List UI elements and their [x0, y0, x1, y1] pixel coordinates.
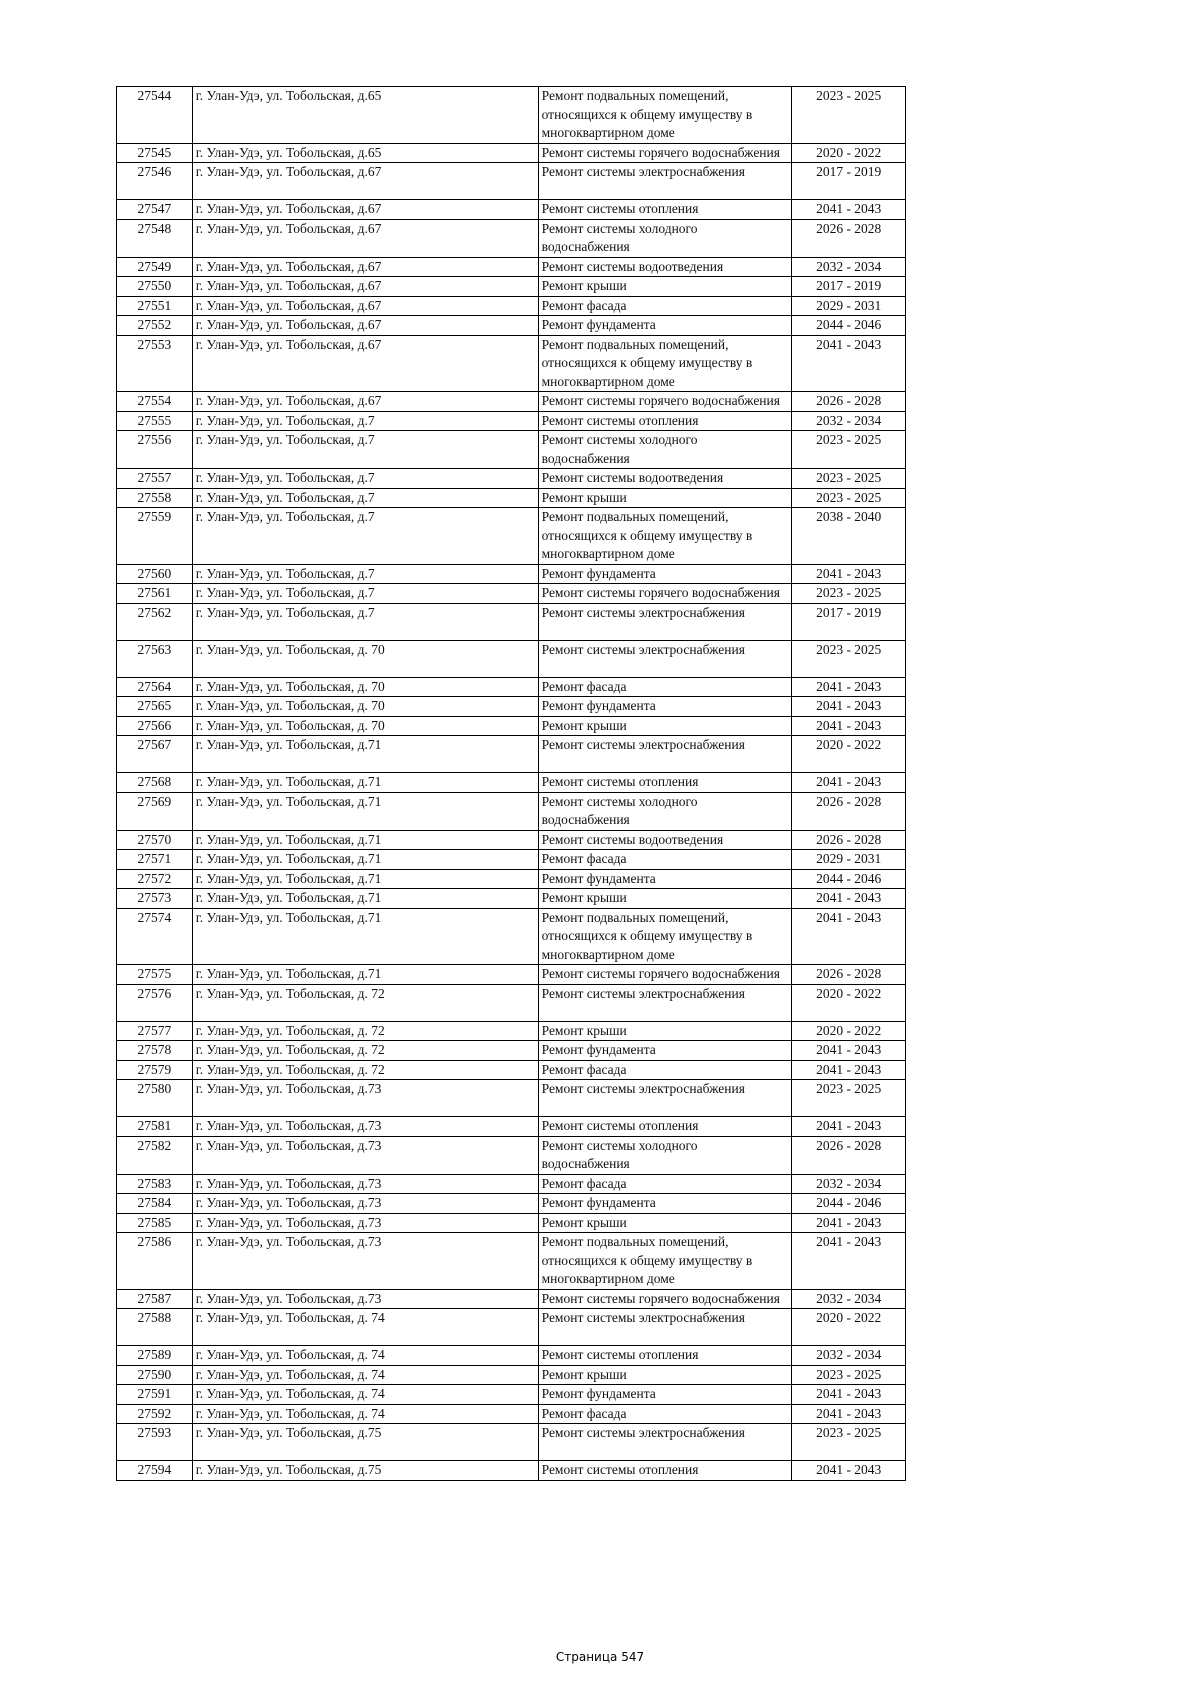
table-row	[117, 143, 906, 163]
table-row	[117, 697, 906, 717]
table-row	[117, 1021, 906, 1041]
row-number: 27560	[117, 564, 193, 584]
row-period: 2041 - 2043	[792, 889, 906, 909]
row-work-type: Ремонт системы водоотведения	[538, 469, 792, 489]
row-number: 27575	[117, 965, 193, 985]
row-address: г. Улан-Удэ, ул. Тобольская, д. 70	[192, 640, 538, 677]
row-number: 27559	[117, 508, 193, 565]
row-address: г. Улан-Удэ, ул. Тобольская, д.7	[192, 603, 538, 640]
table-row	[117, 1194, 906, 1214]
table-row	[117, 1346, 906, 1366]
row-period: 2041 - 2043	[792, 1233, 906, 1290]
row-address: г. Улан-Удэ, ул. Тобольская, д.67	[192, 335, 538, 392]
table-body	[117, 87, 906, 1481]
row-number: 27581	[117, 1117, 193, 1137]
row-work-type: Ремонт фасада	[538, 1060, 792, 1080]
row-work-type: Ремонт системы электроснабжения	[538, 1424, 792, 1461]
row-period: 2017 - 2019	[792, 277, 906, 297]
row-work-type: Ремонт фундамента	[538, 697, 792, 717]
row-address: г. Улан-Удэ, ул. Тобольская, д.67	[192, 316, 538, 336]
table-row	[117, 1213, 906, 1233]
row-work-type: Ремонт системы электроснабжения	[538, 1309, 792, 1346]
row-number: 27592	[117, 1404, 193, 1424]
table-row	[117, 1289, 906, 1309]
row-address: г. Улан-Удэ, ул. Тобольская, д.7	[192, 488, 538, 508]
row-period: 2044 - 2046	[792, 316, 906, 336]
row-work-type: Ремонт системы водоотведения	[538, 257, 792, 277]
row-period: 2026 - 2028	[792, 392, 906, 412]
row-address: г. Улан-Удэ, ул. Тобольская, д.65	[192, 143, 538, 163]
row-number: 27577	[117, 1021, 193, 1041]
row-period: 2023 - 2025	[792, 431, 906, 469]
row-period: 2023 - 2025	[792, 87, 906, 144]
row-address: г. Улан-Удэ, ул. Тобольская, д. 70	[192, 697, 538, 717]
row-address: г. Улан-Удэ, ул. Тобольская, д.71	[192, 830, 538, 850]
row-work-type: Ремонт крыши	[538, 889, 792, 909]
row-address: г. Улан-Удэ, ул. Тобольская, д.67	[192, 219, 538, 257]
row-number: 27594	[117, 1461, 193, 1481]
row-address: г. Улан-Удэ, ул. Тобольская, д.73	[192, 1194, 538, 1214]
table-row	[117, 1461, 906, 1481]
table-row	[117, 1365, 906, 1385]
row-address: г. Улан-Удэ, ул. Тобольская, д.7	[192, 508, 538, 565]
table-row	[117, 1309, 906, 1346]
row-period: 2041 - 2043	[792, 200, 906, 220]
row-work-type: Ремонт системы отопления	[538, 200, 792, 220]
row-period: 2023 - 2025	[792, 1080, 906, 1117]
row-period: 2041 - 2043	[792, 716, 906, 736]
row-number: 27547	[117, 200, 193, 220]
row-period: 2041 - 2043	[792, 1385, 906, 1405]
row-work-type: Ремонт фасада	[538, 1404, 792, 1424]
row-period: 2044 - 2046	[792, 869, 906, 889]
row-period: 2026 - 2028	[792, 219, 906, 257]
row-address: г. Улан-Удэ, ул. Тобольская, д. 74	[192, 1385, 538, 1405]
row-period: 2032 - 2034	[792, 411, 906, 431]
row-work-type: Ремонт системы холодного водоснабжения	[538, 792, 792, 830]
row-number: 27580	[117, 1080, 193, 1117]
row-period: 2023 - 2025	[792, 1424, 906, 1461]
row-address: г. Улан-Удэ, ул. Тобольская, д.67	[192, 296, 538, 316]
row-work-type: Ремонт системы горячего водоснабжения	[538, 392, 792, 412]
row-number: 27550	[117, 277, 193, 297]
row-period: 2023 - 2025	[792, 584, 906, 604]
row-work-type: Ремонт системы электроснабжения	[538, 736, 792, 773]
row-number: 27565	[117, 697, 193, 717]
table-row	[117, 792, 906, 830]
row-work-type: Ремонт подвальных помещений, относящихся к общему имуществу в многоквартирном доме	[538, 908, 792, 965]
row-number: 27593	[117, 1424, 193, 1461]
row-period: 2041 - 2043	[792, 1041, 906, 1061]
table-row	[117, 411, 906, 431]
row-address: г. Улан-Удэ, ул. Тобольская, д.67	[192, 200, 538, 220]
row-work-type: Ремонт крыши	[538, 716, 792, 736]
row-work-type: Ремонт системы электроснабжения	[538, 163, 792, 200]
row-address: г. Улан-Удэ, ул. Тобольская, д.73	[192, 1174, 538, 1194]
table-row	[117, 773, 906, 793]
table-row	[117, 488, 906, 508]
table-row	[117, 508, 906, 565]
row-period: 2041 - 2043	[792, 1461, 906, 1481]
row-work-type: Ремонт системы отопления	[538, 411, 792, 431]
row-work-type: Ремонт фундамента	[538, 869, 792, 889]
row-work-type: Ремонт системы отопления	[538, 1461, 792, 1481]
table-row	[117, 316, 906, 336]
table-row	[117, 219, 906, 257]
row-number: 27561	[117, 584, 193, 604]
table-row	[117, 564, 906, 584]
table-row	[117, 1404, 906, 1424]
table-row	[117, 1041, 906, 1061]
table-row	[117, 1233, 906, 1290]
row-address: г. Улан-Удэ, ул. Тобольская, д. 72	[192, 984, 538, 1021]
row-address: г. Улан-Удэ, ул. Тобольская, д.7	[192, 564, 538, 584]
row-period: 2029 - 2031	[792, 850, 906, 870]
repair-schedule-table	[116, 86, 906, 1481]
table-row	[117, 277, 906, 297]
row-work-type: Ремонт системы холодного водоснабжения	[538, 219, 792, 257]
table-row	[117, 830, 906, 850]
row-period: 2041 - 2043	[792, 564, 906, 584]
table-row	[117, 200, 906, 220]
row-period: 2023 - 2025	[792, 469, 906, 489]
row-address: г. Улан-Удэ, ул. Тобольская, д. 72	[192, 1041, 538, 1061]
row-address: г. Улан-Удэ, ул. Тобольская, д. 70	[192, 677, 538, 697]
row-number: 27564	[117, 677, 193, 697]
row-work-type: Ремонт системы электроснабжения	[538, 1080, 792, 1117]
row-number: 27567	[117, 736, 193, 773]
row-number: 27546	[117, 163, 193, 200]
row-number: 27563	[117, 640, 193, 677]
row-period: 2032 - 2034	[792, 257, 906, 277]
row-work-type: Ремонт фундамента	[538, 316, 792, 336]
row-address: г. Улан-Удэ, ул. Тобольская, д.73	[192, 1213, 538, 1233]
row-address: г. Улан-Удэ, ул. Тобольская, д.71	[192, 736, 538, 773]
row-work-type: Ремонт подвальных помещений, относящихся к общему имуществу в многоквартирном доме	[538, 87, 792, 144]
table-row	[117, 469, 906, 489]
row-number: 27574	[117, 908, 193, 965]
row-address: г. Улан-Удэ, ул. Тобольская, д. 74	[192, 1404, 538, 1424]
row-address: г. Улан-Удэ, ул. Тобольская, д.67	[192, 392, 538, 412]
row-number: 27554	[117, 392, 193, 412]
row-work-type: Ремонт подвальных помещений, относящихся к общему имуществу в многоквартирном доме	[538, 1233, 792, 1290]
row-period: 2020 - 2022	[792, 1309, 906, 1346]
row-number: 27588	[117, 1309, 193, 1346]
row-work-type: Ремонт системы отопления	[538, 1117, 792, 1137]
row-address: г. Улан-Удэ, ул. Тобольская, д.71	[192, 850, 538, 870]
row-number: 27553	[117, 335, 193, 392]
row-address: г. Улан-Удэ, ул. Тобольская, д.71	[192, 908, 538, 965]
row-work-type: Ремонт фасада	[538, 677, 792, 697]
row-work-type: Ремонт системы холодного водоснабжения	[538, 1136, 792, 1174]
row-number: 27582	[117, 1136, 193, 1174]
row-work-type: Ремонт крыши	[538, 1365, 792, 1385]
row-address: г. Улан-Удэ, ул. Тобольская, д.7	[192, 411, 538, 431]
table-row	[117, 1080, 906, 1117]
row-period: 2041 - 2043	[792, 335, 906, 392]
row-period: 2020 - 2022	[792, 1021, 906, 1041]
row-number: 27558	[117, 488, 193, 508]
row-number: 27568	[117, 773, 193, 793]
table-row	[117, 716, 906, 736]
row-work-type: Ремонт фундамента	[538, 1041, 792, 1061]
row-work-type: Ремонт системы отопления	[538, 1346, 792, 1366]
row-work-type: Ремонт системы холодного водоснабжения	[538, 431, 792, 469]
row-period: 2041 - 2043	[792, 1060, 906, 1080]
row-period: 2032 - 2034	[792, 1289, 906, 1309]
row-period: 2032 - 2034	[792, 1174, 906, 1194]
row-period: 2020 - 2022	[792, 143, 906, 163]
row-number: 27549	[117, 257, 193, 277]
row-work-type: Ремонт крыши	[538, 1213, 792, 1233]
row-work-type: Ремонт системы электроснабжения	[538, 603, 792, 640]
row-number: 27566	[117, 716, 193, 736]
row-number: 27579	[117, 1060, 193, 1080]
table-row	[117, 163, 906, 200]
row-number: 27584	[117, 1194, 193, 1214]
row-period: 2020 - 2022	[792, 984, 906, 1021]
row-period: 2026 - 2028	[792, 1136, 906, 1174]
table-row	[117, 431, 906, 469]
row-work-type: Ремонт крыши	[538, 277, 792, 297]
row-work-type: Ремонт крыши	[538, 1021, 792, 1041]
row-number: 27578	[117, 1041, 193, 1061]
row-address: г. Улан-Удэ, ул. Тобольская, д.7	[192, 584, 538, 604]
row-address: г. Улан-Удэ, ул. Тобольская, д. 72	[192, 1060, 538, 1080]
table-row	[117, 908, 906, 965]
row-work-type: Ремонт фундамента	[538, 564, 792, 584]
row-address: г. Улан-Удэ, ул. Тобольская, д.65	[192, 87, 538, 144]
table-row	[117, 296, 906, 316]
row-period: 2026 - 2028	[792, 965, 906, 985]
row-address: г. Улан-Удэ, ул. Тобольская, д. 74	[192, 1365, 538, 1385]
row-work-type: Ремонт подвальных помещений, относящихся к общему имуществу в многоквартирном доме	[538, 335, 792, 392]
row-number: 27548	[117, 219, 193, 257]
table-row	[117, 1174, 906, 1194]
row-period: 2029 - 2031	[792, 296, 906, 316]
row-period: 2032 - 2034	[792, 1346, 906, 1366]
row-number: 27545	[117, 143, 193, 163]
row-address: г. Улан-Удэ, ул. Тобольская, д.73	[192, 1117, 538, 1137]
row-number: 27570	[117, 830, 193, 850]
table-row	[117, 1060, 906, 1080]
row-period: 2044 - 2046	[792, 1194, 906, 1214]
row-work-type: Ремонт фасада	[538, 296, 792, 316]
row-period: 2020 - 2022	[792, 736, 906, 773]
row-period: 2017 - 2019	[792, 163, 906, 200]
table-row	[117, 850, 906, 870]
row-number: 27557	[117, 469, 193, 489]
row-work-type: Ремонт крыши	[538, 488, 792, 508]
row-work-type: Ремонт фундамента	[538, 1385, 792, 1405]
row-address: г. Улан-Удэ, ул. Тобольская, д.67	[192, 277, 538, 297]
row-period: 2041 - 2043	[792, 1213, 906, 1233]
page-number: Страница 547	[555, 1650, 645, 1664]
table-row	[117, 736, 906, 773]
row-number: 27576	[117, 984, 193, 1021]
row-number: 27587	[117, 1289, 193, 1309]
row-number: 27571	[117, 850, 193, 870]
row-address: г. Улан-Удэ, ул. Тобольская, д.75	[192, 1424, 538, 1461]
row-work-type: Ремонт фундамента	[538, 1194, 792, 1214]
table-row	[117, 87, 906, 144]
row-address: г. Улан-Удэ, ул. Тобольская, д.73	[192, 1080, 538, 1117]
row-number: 27562	[117, 603, 193, 640]
row-number: 27573	[117, 889, 193, 909]
table-row	[117, 965, 906, 985]
row-address: г. Улан-Удэ, ул. Тобольская, д.71	[192, 792, 538, 830]
row-period: 2017 - 2019	[792, 603, 906, 640]
table-row	[117, 1136, 906, 1174]
table-row	[117, 603, 906, 640]
row-address: г. Улан-Удэ, ул. Тобольская, д.71	[192, 773, 538, 793]
row-period: 2041 - 2043	[792, 773, 906, 793]
row-period: 2041 - 2043	[792, 1404, 906, 1424]
row-period: 2026 - 2028	[792, 792, 906, 830]
row-period: 2041 - 2043	[792, 1117, 906, 1137]
row-number: 27569	[117, 792, 193, 830]
row-address: г. Улан-Удэ, ул. Тобольская, д.67	[192, 257, 538, 277]
row-address: г. Улан-Удэ, ул. Тобольская, д.71	[192, 889, 538, 909]
row-number: 27551	[117, 296, 193, 316]
row-address: г. Улан-Удэ, ул. Тобольская, д. 70	[192, 716, 538, 736]
row-number: 27552	[117, 316, 193, 336]
row-number: 27586	[117, 1233, 193, 1290]
row-work-type: Ремонт системы горячего водоснабжения	[538, 965, 792, 985]
row-number: 27544	[117, 87, 193, 144]
row-period: 2023 - 2025	[792, 640, 906, 677]
row-work-type: Ремонт системы горячего водоснабжения	[538, 584, 792, 604]
row-work-type: Ремонт фасада	[538, 1174, 792, 1194]
row-address: г. Улан-Удэ, ул. Тобольская, д.75	[192, 1461, 538, 1481]
row-period: 2041 - 2043	[792, 697, 906, 717]
row-address: г. Улан-Удэ, ул. Тобольская, д.67	[192, 163, 538, 200]
table-row	[117, 257, 906, 277]
table-row	[117, 1424, 906, 1461]
row-number: 27589	[117, 1346, 193, 1366]
row-address: г. Улан-Удэ, ул. Тобольская, д.73	[192, 1136, 538, 1174]
table-row	[117, 1117, 906, 1137]
table-row	[117, 1385, 906, 1405]
row-work-type: Ремонт системы горячего водоснабжения	[538, 1289, 792, 1309]
table-row	[117, 677, 906, 697]
row-work-type: Ремонт подвальных помещений, относящихся к общему имуществу в многоквартирном доме	[538, 508, 792, 565]
row-work-type: Ремонт системы электроснабжения	[538, 984, 792, 1021]
row-number: 27556	[117, 431, 193, 469]
row-number: 27590	[117, 1365, 193, 1385]
table-row	[117, 889, 906, 909]
row-address: г. Улан-Удэ, ул. Тобольская, д. 74	[192, 1346, 538, 1366]
row-address: г. Улан-Удэ, ул. Тобольская, д.7	[192, 469, 538, 489]
row-number: 27591	[117, 1385, 193, 1405]
row-work-type: Ремонт системы отопления	[538, 773, 792, 793]
table-row	[117, 335, 906, 392]
row-address: г. Улан-Удэ, ул. Тобольская, д. 74	[192, 1309, 538, 1346]
row-period: 2026 - 2028	[792, 830, 906, 850]
table-row	[117, 869, 906, 889]
table-row	[117, 984, 906, 1021]
table-row	[117, 640, 906, 677]
row-number: 27583	[117, 1174, 193, 1194]
row-address: г. Улан-Удэ, ул. Тобольская, д.71	[192, 869, 538, 889]
row-work-type: Ремонт фасада	[538, 850, 792, 870]
row-period: 2023 - 2025	[792, 488, 906, 508]
row-number: 27555	[117, 411, 193, 431]
table-row	[117, 584, 906, 604]
row-address: г. Улан-Удэ, ул. Тобольская, д. 72	[192, 1021, 538, 1041]
row-period: 2038 - 2040	[792, 508, 906, 565]
row-address: г. Улан-Удэ, ул. Тобольская, д.7	[192, 431, 538, 469]
table-row	[117, 392, 906, 412]
row-period: 2023 - 2025	[792, 1365, 906, 1385]
row-work-type: Ремонт системы водоотведения	[538, 830, 792, 850]
row-number: 27585	[117, 1213, 193, 1233]
row-work-type: Ремонт системы электроснабжения	[538, 640, 792, 677]
row-period: 2041 - 2043	[792, 908, 906, 965]
row-address: г. Улан-Удэ, ул. Тобольская, д.73	[192, 1289, 538, 1309]
row-address: г. Улан-Удэ, ул. Тобольская, д.73	[192, 1233, 538, 1290]
row-period: 2041 - 2043	[792, 677, 906, 697]
row-address: г. Улан-Удэ, ул. Тобольская, д.71	[192, 965, 538, 985]
row-number: 27572	[117, 869, 193, 889]
row-work-type: Ремонт системы горячего водоснабжения	[538, 143, 792, 163]
